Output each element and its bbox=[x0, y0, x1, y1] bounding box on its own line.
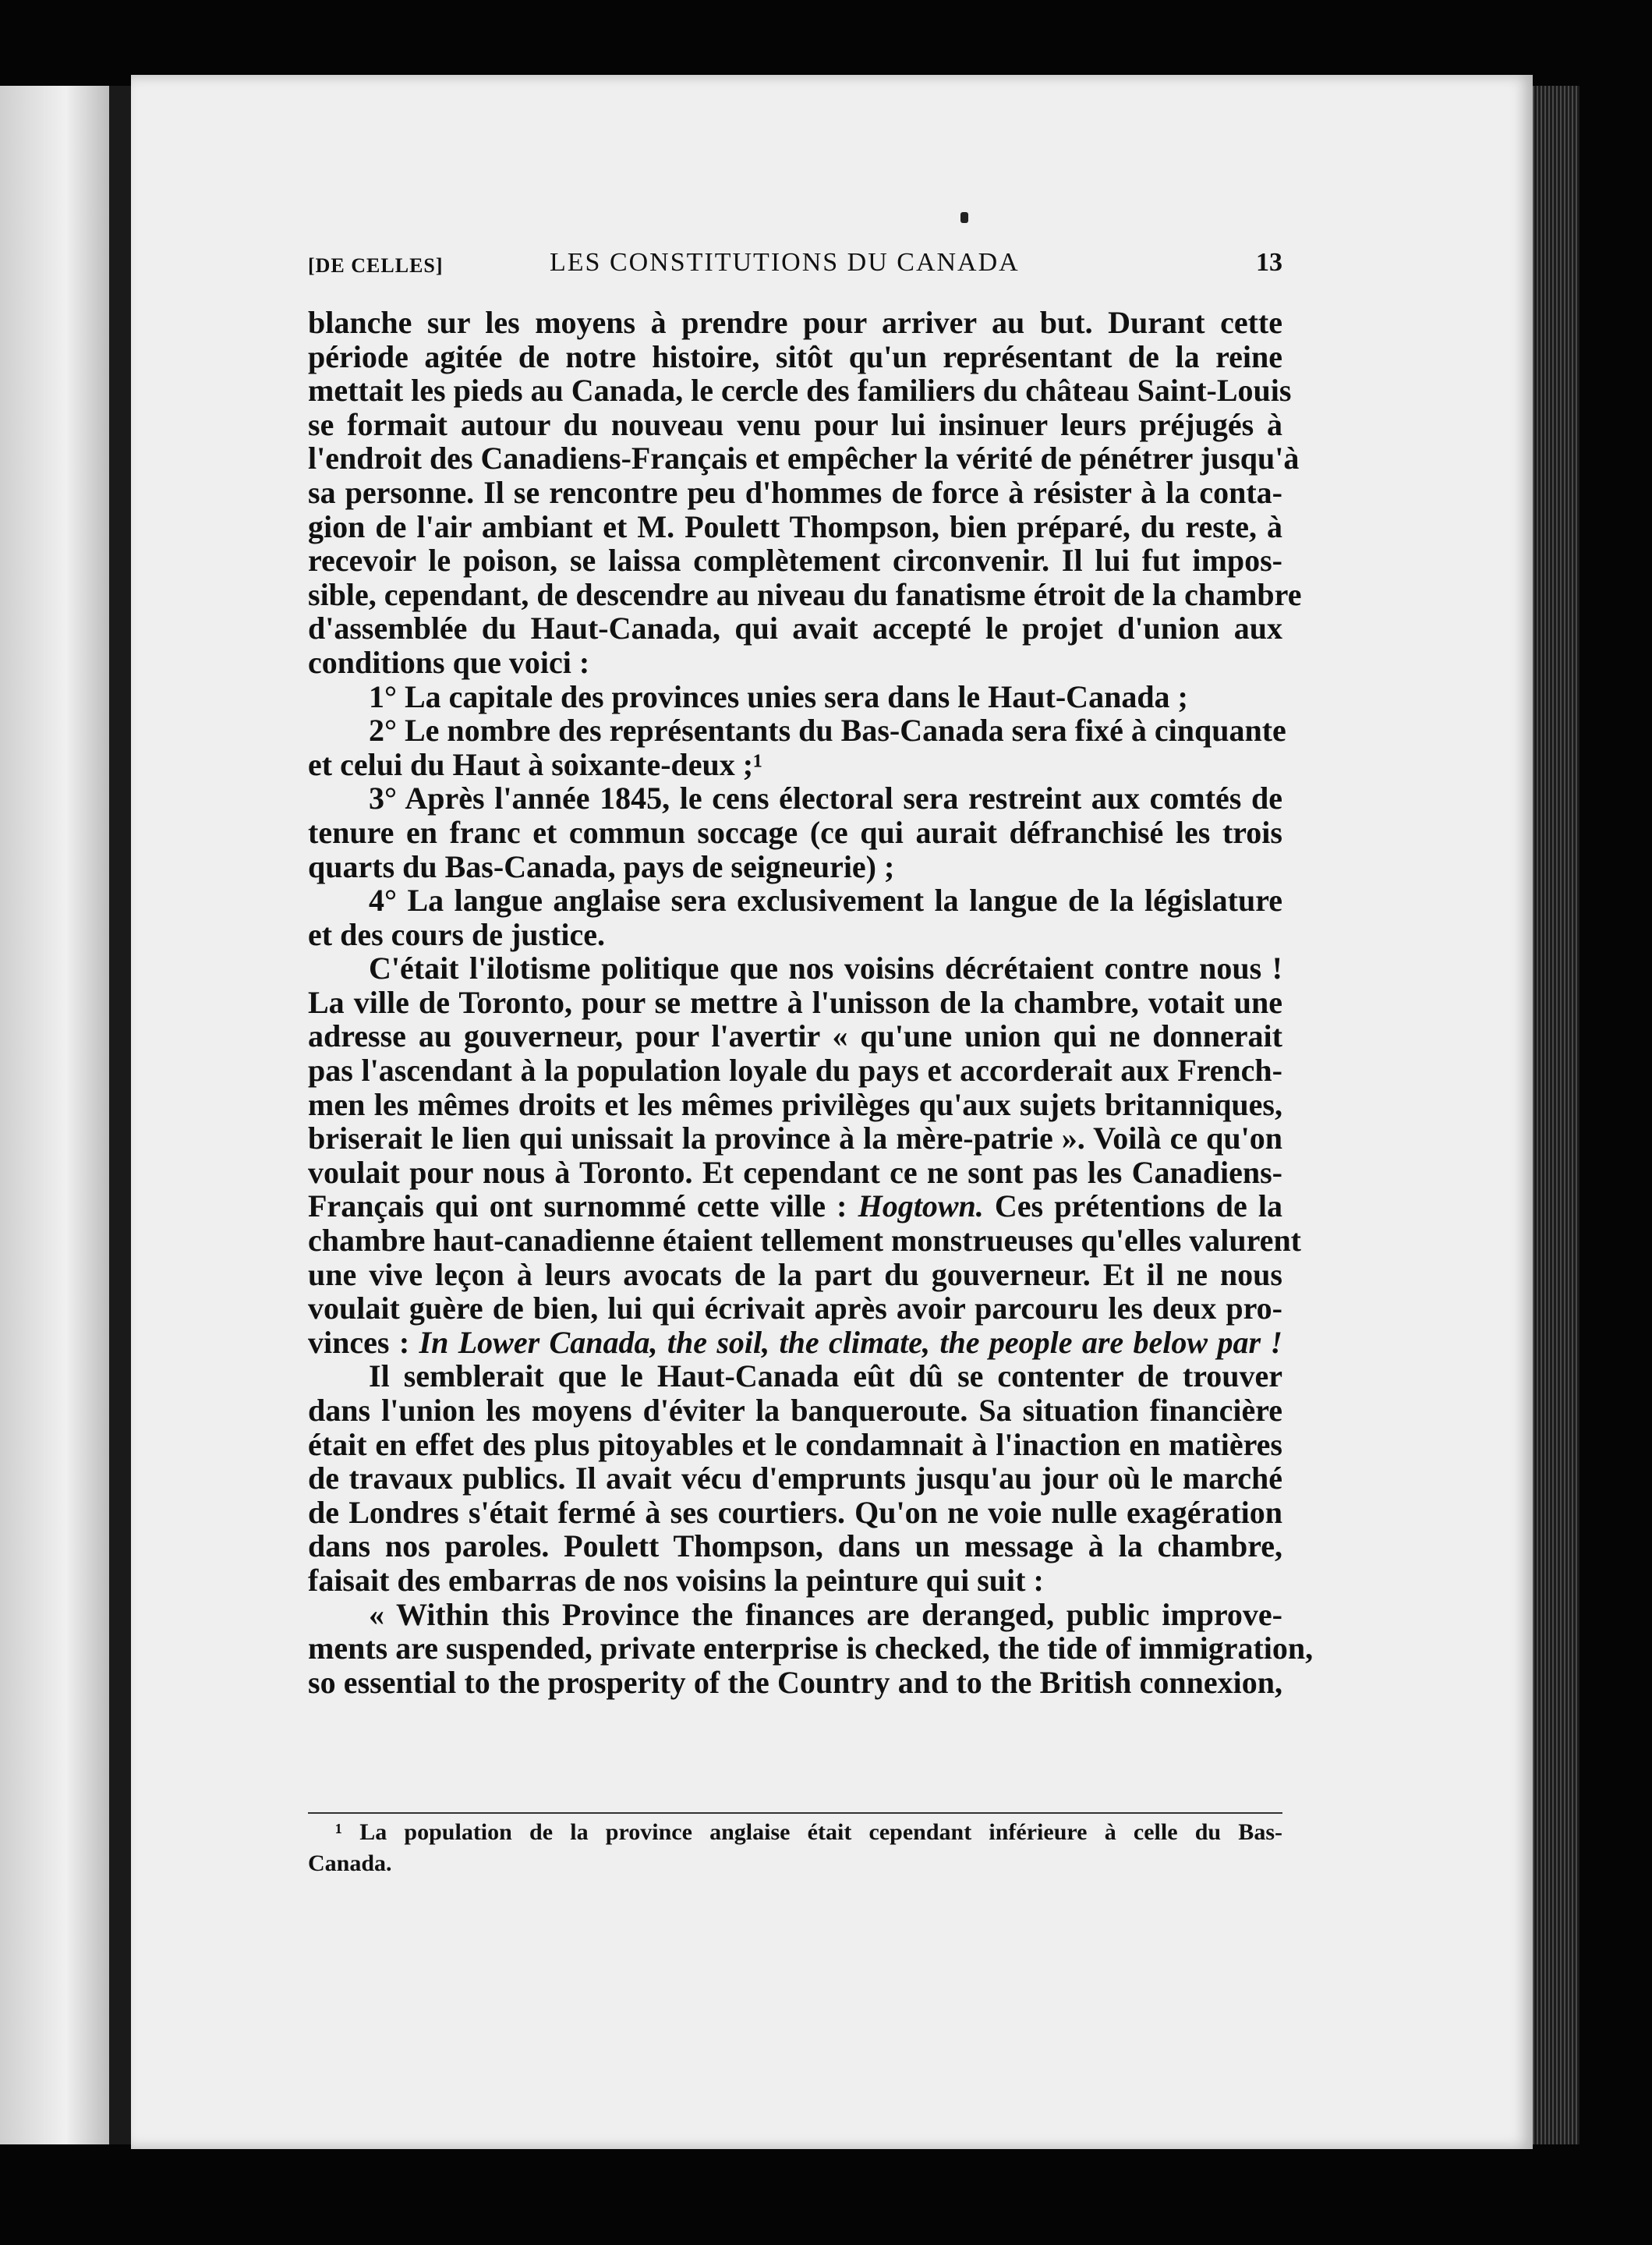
text-line: période agitée de notre histoire, sitôt qu'un représentant de la reine bbox=[308, 338, 1282, 374]
text-line: faisait des embarras de nos voisins la peinture qui suit : bbox=[308, 1562, 1044, 1598]
text-line: pas l'ascendant à la population loyale du pays et accorderait aux French- bbox=[308, 1053, 1282, 1089]
text-line: blanche sur les moyens à prendre pour arriver au but. Durant cette bbox=[308, 305, 1282, 340]
text-line: adresse au gouverneur, pour l'avertir « qu'une union qui ne donnerait bbox=[308, 1018, 1282, 1054]
text-line: C'était l'ilotisme politique que nos voisins décrétaient contre nous ! bbox=[369, 951, 1282, 986]
list-item: 1° La capitale des provinces unies sera dans le Haut-Canada ; bbox=[369, 678, 1188, 714]
footnote-line: Canada. bbox=[308, 1850, 392, 1876]
text-line: d'assemblée du Haut-Canada, qui avait accepté le projet d'union aux bbox=[308, 611, 1282, 646]
text-line: sa personne. Il se rencontre peu d'hommes de force à résister à la conta- bbox=[308, 474, 1282, 510]
text-line: La ville de Toronto, pour se mettre à l'unisson de la chambre, votait une bbox=[308, 984, 1282, 1020]
list-item: 2° Le nombre des représentants du Bas-Canada sera fixé à cinquante bbox=[369, 713, 1286, 749]
text-line: mettait les pieds au Canada, le cercle des familiers du château Saint-Louis bbox=[308, 373, 1292, 409]
text-line: briserait le lien qui unissait la province à la mère-patrie ». Voilà ce qu'on bbox=[308, 1121, 1282, 1156]
quote-line: « Within this Province the finances are deranged, public improve- bbox=[369, 1596, 1282, 1632]
list-item: 3° Après l'année 1845, le cens électoral sera restreint aux comtés de bbox=[369, 781, 1282, 816]
text-line: Il semblerait que le Haut-Canada eût dû se contenter de trouver bbox=[369, 1358, 1282, 1394]
text-line: dans nos paroles. Poulett Thompson, dans un message à la chambre, bbox=[308, 1528, 1282, 1564]
footnote-line: ¹ La population de la province anglaise était cependant inférieure à celle du Bas- bbox=[335, 1819, 1282, 1845]
footnote bbox=[308, 1817, 1282, 1879]
text-line: l'endroit des Canadiens-Français et empêcher la vérité de pénétrer jusqu'à bbox=[308, 441, 1300, 476]
text-line: se formait autour du nouveau venu pour lui insinuer leurs préjugés à bbox=[308, 406, 1282, 442]
text-line: gion de l'air ambiant et M. Poulett Thompson, bien préparé, du reste, à bbox=[308, 508, 1282, 544]
text-line: dans l'union les moyens d'éviter la banqueroute. Sa situation financière bbox=[308, 1393, 1282, 1428]
header-title: LES CONSTITUTIONS DU CANADA bbox=[550, 248, 1020, 277]
text-line: voulait guère de bien, lui qui écrivait après avoir parcouru les deux pro- bbox=[308, 1291, 1282, 1326]
running-header bbox=[308, 248, 1282, 287]
text-line: de Londres s'était fermé à ses courtiers. Qu'on ne voie nulle exagération bbox=[308, 1494, 1282, 1530]
ink-mark bbox=[960, 212, 968, 223]
book-gutter bbox=[109, 86, 131, 2144]
list-item: 4° La langue anglaise sera exclusivement la langue de la législature bbox=[369, 883, 1282, 919]
body-text bbox=[308, 305, 1314, 1700]
page-stack-edge bbox=[1533, 86, 1579, 2144]
text-line: était en effet des plus pitoyables et le condamnait à l'inaction en matières bbox=[308, 1426, 1282, 1462]
left-page-edge bbox=[0, 86, 109, 2144]
text-line: voulait pour nous à Toronto. Et cependant ce ne sont pas les Canadiens- bbox=[308, 1154, 1282, 1190]
footnote-rule bbox=[308, 1812, 1282, 1814]
text-line: men les mêmes droits et les mêmes privilèges qu'aux sujets britanniques, bbox=[308, 1086, 1282, 1122]
text-line: vinces : In Lower Canada, the soil, the climate, the people are below par ! bbox=[308, 1324, 1282, 1360]
text-line: et des cours de justice. bbox=[308, 916, 606, 952]
text-line: sible, cependant, de descendre au niveau du fanatisme étroit de la chambre bbox=[308, 576, 1302, 612]
header-author: [DE CELLES] bbox=[308, 254, 444, 277]
page-number: 13 bbox=[1256, 248, 1282, 277]
text-line: de travaux publics. Il avait vécu d'emprunts jusqu'au jour où le marché bbox=[308, 1461, 1282, 1496]
text-line: quarts du Bas-Canada, pays de seigneurie) ; bbox=[308, 848, 895, 884]
text-line: conditions que voici : bbox=[308, 644, 590, 680]
text-line: et celui du Haut à soixante-deux ;¹ bbox=[308, 746, 763, 782]
text-line: Français qui ont surnommé cette ville : Hogtown. Ces prétentions de la bbox=[308, 1188, 1283, 1224]
quote-line: so essential to the prosperity of the Country and to the British connexion, bbox=[308, 1664, 1282, 1700]
text-line: une vive leçon à leurs avocats de la part du gouverneur. Et il ne nous bbox=[308, 1256, 1282, 1292]
quote-line: ments are suspended, private enterprise is checked, the tide of immigration, bbox=[308, 1631, 1314, 1666]
text-line: recevoir le poison, se laissa complètement circonvenir. Il lui fut impos- bbox=[308, 543, 1282, 579]
text-line: tenure en franc et commun soccage (ce qui aurait défranchisé les trois bbox=[308, 814, 1282, 850]
text-line: chambre haut-canadienne étaient tellement monstrueuses qu'elles valurent bbox=[308, 1223, 1302, 1259]
